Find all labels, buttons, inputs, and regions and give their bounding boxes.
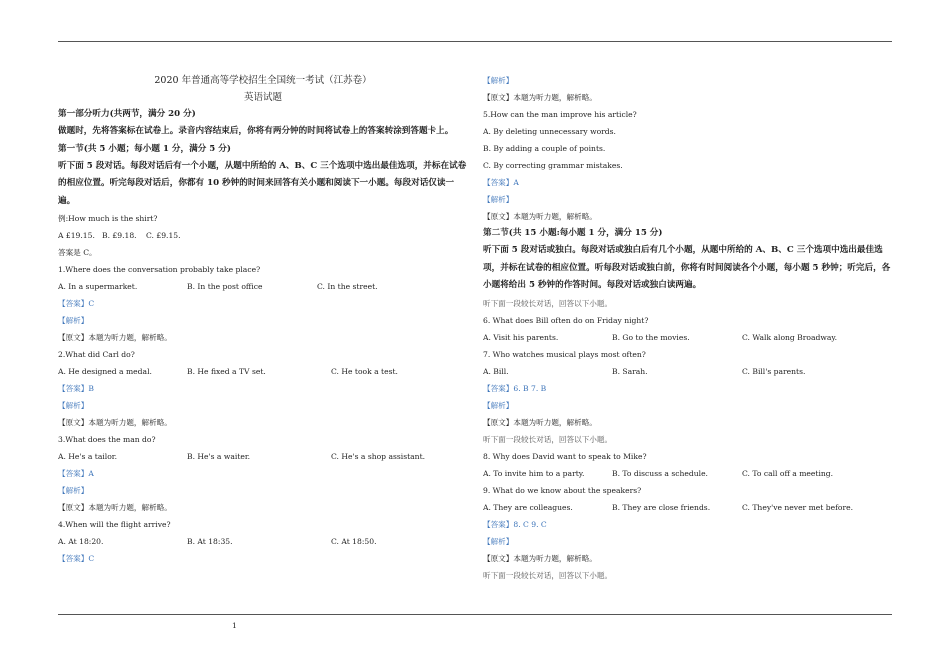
q2-analysis: 【解析】 [58,401,89,410]
q3-analysis: 【解析】 [58,486,89,495]
example-options [58,227,468,244]
q1-answer: 【答案】C [58,299,95,308]
q2-option-b: B. He fixed a TV set. [187,367,266,376]
part1-heading: 第一部分听力(共两节，满分 20 分) [58,109,196,119]
question-4-options [58,533,468,550]
q5-original: 【原文】本题为听力题，解析略。 [483,212,597,221]
exam-subtitle: 英语试题 [243,92,282,103]
top-rule [58,41,892,42]
q3-option-b: B. He's a waiter. [187,452,251,461]
q8-option-c: C. To call off a meeting. [742,468,834,478]
q1-option-c: C. In the street. [317,282,378,291]
question-2: 2.What did Carl do? [58,350,135,359]
q2-original: 【原文】本题为听力题，解析略。 [58,418,172,427]
question-9-options [483,499,893,516]
group2-original: 【原文】本题为听力题，解析略。 [483,553,597,563]
q5-option-c: C. By correcting grammar mistakes. [483,161,623,170]
left-column [58,72,468,567]
q6-option-b: B. Go to the movies. [612,332,690,342]
q4-option-c: C. At 18:50. [331,537,377,546]
question-5: 5.How can the man improve his article? [483,110,637,119]
group3-intro: 听下面一段较长对话，回答以下小题。 [483,570,613,580]
group1-analysis: 【解析】 [483,400,514,410]
question-3-options [58,448,468,465]
q8-option-a: A. To invite him to a party. [483,468,585,478]
question-1: 1.Where does the conversation probably take place? [58,265,261,274]
q5-option-b: B. By adding a couple of points. [483,144,606,153]
q4-analysis: 【解析】 [483,76,514,85]
q9-option-c: C. They've never met before. [742,502,854,512]
q5-option-a: A. By deleting unnecessary words. [483,127,616,136]
section2-instructions: 听下面 5 段对话或独白。每段对话或独白后有几个小题，从题中所给的 A、B、C 三个选项中选出最佳选项，并标在试卷的相应位置。听每段对话或独白前，你将有时间阅读各个小题，每小题 5 秒钟；听完后，各小题将给出 5 秒钟的作答时间。每段对话或独白读两遍。 [483,245,891,290]
example-question: 例:How much is the shirt? [58,214,158,223]
bottom-rule [58,614,892,615]
q1-analysis: 【解析】 [58,316,89,325]
question-3: 3.What does the man do? [58,435,156,444]
question-9: 9. What do we know about the speakers? [483,485,642,495]
question-8: 8. Why does David want to speak to Mike? [483,451,647,461]
q3-original: 【原文】本题为听力题，解析略。 [58,503,172,512]
q4-option-b: B. At 18:35. [187,537,233,546]
q5-analysis: 【解析】 [483,195,514,204]
q4-original: 【原文】本题为听力题，解析略。 [483,93,597,102]
question-1-options [58,278,468,295]
group1-original: 【原文】本题为听力题，解析略。 [483,417,597,427]
q9-option-b: B. They are close friends. [612,502,711,512]
question-7: 7. Who watches musical plays most often? [483,349,646,359]
example-option-b: B. £9.18. [102,231,137,240]
example-answer: 答案是 C。 [58,248,97,257]
question-8-options [483,465,893,482]
section1-heading: 第一节(共 5 小题；每小题 1 分，满分 5 分) [58,143,231,154]
q5-answer: 【答案】A [483,178,519,187]
q2-answer: 【答案】B [58,384,94,393]
group2-intro: 听下面一段较长对话，回答以下小题。 [483,434,613,444]
q7-option-b: B. Sarah. [612,366,648,376]
section1-instructions: 听下面 5 段对话。每段对话后有一个小题，从题中所给的 A、B、C 三个选项中选出最佳选项，并标在试卷的相应位置。听完每段对话后，你都有 10 秒钟的时间来回答有关小题和阅读下一小题。每段对话仅读一遍。 [58,160,467,206]
question-2-options [58,363,468,380]
q7-option-c: C. Bill's parents. [742,366,806,376]
question-4: 4.When will the flight arrive? [58,520,171,529]
right-column [483,72,893,584]
group1-answer: 【答案】6. B 7. B [483,383,547,393]
part1-instructions: 做题时，先将答案标在试卷上。录音内容结束后，你将有两分钟的时间将试卷上的答案转涂到答题卡上。 [58,126,454,136]
group1-intro: 听下面一段较长对话，回答以下小题。 [483,298,613,308]
example-option-c: C. £9.15. [146,231,181,240]
group2-analysis: 【解析】 [483,536,514,546]
q6-option-a: A. Visit his parents. [483,332,559,342]
example-option-a: A £19.15. [58,231,95,240]
question-7-options [483,363,893,380]
page-number: 1 [232,621,237,630]
q3-option-a: A. He's a tailor. [58,452,117,461]
q3-option-c: C. He's a shop assistant. [331,452,426,461]
q2-option-a: A. He designed a medal. [58,367,152,376]
q9-option-a: A. They are colleagues. [483,502,573,512]
question-6: 6. What does Bill often do on Friday night? [483,315,649,325]
q1-option-b: B. In the post office [187,282,263,291]
section2-heading: 第二节(共 15 小题:每小题 1 分，满分 15 分) [483,228,663,238]
question-6-options [483,329,893,346]
q4-option-a: A. At 18:20. [58,537,104,546]
q3-answer: 【答案】A [58,469,94,478]
exam-title: 2020 年普通高等学校招生全国统一考试（江苏卷） [154,75,372,86]
group2-answer: 【答案】8. C 9. C [483,519,547,529]
q1-original: 【原文】本题为听力题，解析略。 [58,333,172,342]
q8-option-b: B. To discuss a schedule. [612,468,708,478]
q7-option-a: A. Bill. [483,366,509,376]
q6-option-c: C. Walk along Broadway. [742,332,838,342]
q2-option-c: C. He took a test. [331,367,398,376]
q4-answer: 【答案】C [58,554,95,563]
q1-option-a: A. In a supermarket. [58,282,138,291]
